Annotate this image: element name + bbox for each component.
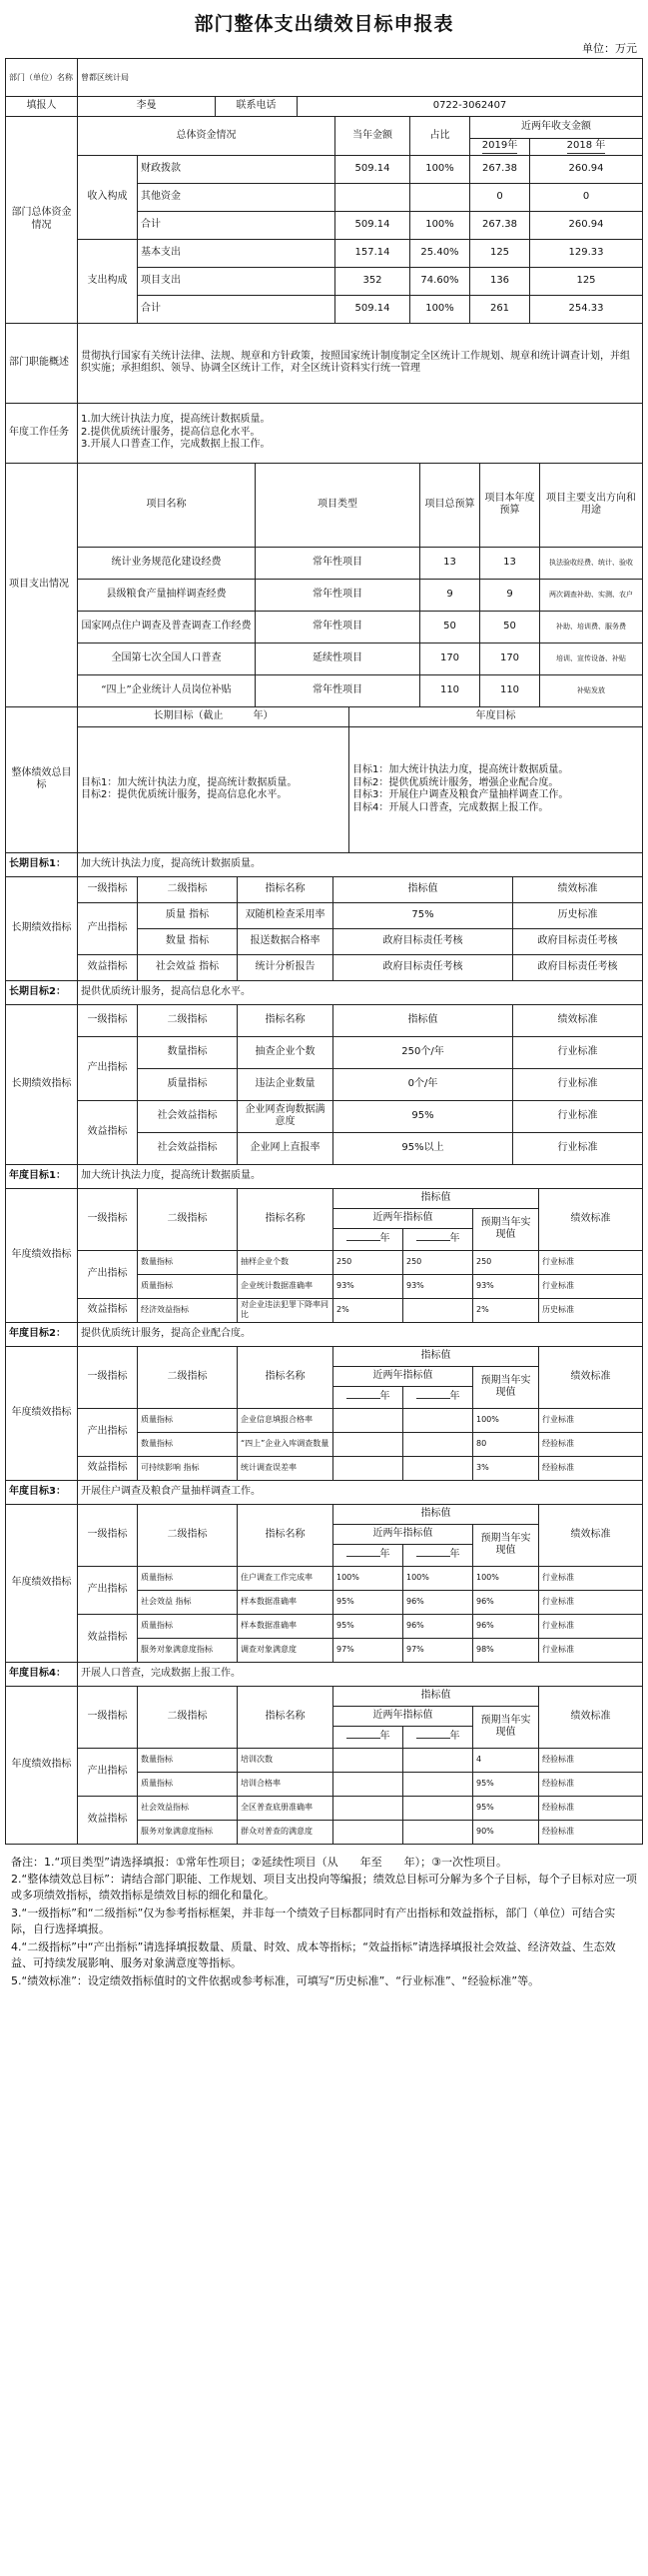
note-line: 2.“整体绩效总目标”：请结合部门职能、工作规划、项目支出投向等编报；绩效总目标可分解为多个子目标，每个子目标对应一项或多项绩效指标，绩效指标是绩效目标的细化和量化。 [11,1873,637,1903]
std-header: 绩效标准 [513,876,643,902]
expect-value: 3% [473,1456,539,1480]
recent-header: 近两年指标值 [333,1524,473,1544]
expect-value: 2% [473,1298,539,1322]
indicator-name: 企业信息填报合格率 [238,1408,333,1432]
l2-header: 二级指标 [138,1686,238,1748]
long-goal-text: 加大统计执法力度，提高统计数据质量。 [78,852,643,876]
name-header: 指标名称 [238,1686,333,1748]
funds-table [5,116,643,324]
duty-label: 部门职能概述 [6,323,78,403]
phone-label: 联系电话 [216,97,298,117]
l2-cell: 质量指标 [138,1772,238,1796]
note-line: 4.“二级指标”中“产出指标”请选择填报数量、质量、时效、成本等指标；“效益指标”请选择填报社会效益、经济效益、生态效益、可持续发展影响、服务对象满意度等指标。 [11,1940,616,1970]
l2-cell: 社会效益 指标 [138,1590,238,1614]
indicator-value: 75% [333,902,513,928]
indicator-value: 政府目标责任考核 [333,954,513,980]
expense-row-y2: 129.33 [530,239,643,267]
project-type: 常年性项目 [256,579,420,611]
l2-cell: 社会效益指标 [138,1132,238,1164]
l2-header: 二级指标 [138,1346,238,1408]
expense-row-amount: 352 [335,267,410,295]
expect-value: 98% [473,1638,539,1662]
recent-a-value [333,1432,403,1456]
funds-ratio-header: 占比 [410,117,470,156]
expense-row-amount: 157.14 [335,239,410,267]
expense-row-ratio: 100% [410,295,470,323]
indicator-name: 调查对象满意度 [238,1638,333,1662]
overall-goal-label: 整体绩效总目标 [6,706,78,852]
recent-a-value [333,1748,403,1772]
l2-header: 二级指标 [138,1504,238,1566]
income-row-amount [335,183,410,211]
recent-header: 近两年指标值 [333,1706,473,1726]
year-a-header: 年 [333,1726,403,1748]
income-row-name: 其他资金 [138,183,335,211]
recent-b-value [403,1408,473,1432]
indicator-value: 政府目标责任考核 [333,928,513,954]
indicator-std: 经验标准 [539,1456,643,1480]
l2-cell: 可持续影响 指标 [138,1456,238,1480]
project-use: 补贴发放 [540,674,643,706]
projects-current-header: 项目本年度预算 [480,463,540,547]
std-header: 绩效标准 [539,1346,643,1408]
income-row-amount: 509.14 [335,211,410,239]
task-line: 3.开展人口普查工作，完成数据上报工作。 [81,439,271,451]
projects-label: 项目支出情况 [6,463,78,706]
indicator-name: 企业网查询数据满意度 [238,1100,333,1132]
l2-cell: 质量指标 [138,1408,238,1432]
year-a-header: 年 [333,1228,403,1250]
income-row-y1: 0 [470,183,530,211]
dept-table [5,58,643,117]
year-b-header: 年 [403,1544,473,1566]
recent-b-value: 97% [403,1638,473,1662]
expect-value: 90% [473,1820,539,1844]
year-goal-text: 目标1：加大统计执法力度，提高统计数据质量。 目标2：提供优质统计服务，增强企业配合度。 目标3：开展住户调查及粮食产量抽样调查工作。 目标4：开展人口普查，完成数据上报工作。 [349,726,643,852]
project-type: 延续性项目 [256,643,420,674]
projects-use-header: 项目主要支出方向和用途 [540,463,643,547]
l2-cell: 数量指标 [138,1250,238,1274]
name-header: 指标名称 [238,1346,333,1408]
year-indicator-label: 年度绩效指标 [6,1504,78,1662]
income-label: 收入构成 [78,155,138,239]
funds-overall-header: 总体资金情况 [78,117,335,156]
task-line: 1.加大统计执法力度，提高统计数据质量。 [81,414,271,426]
recent-b-value [403,1772,473,1796]
l1-cell: 产出指标 [78,1036,138,1100]
recent-a-value: 97% [333,1638,403,1662]
name-header: 指标名称 [238,876,333,902]
project-total: 170 [420,643,480,674]
project-total: 110 [420,674,480,706]
recent-b-value [403,1432,473,1456]
filler-label: 填报人 [6,97,78,117]
project-name: 国家网点住户调查及普查调查工作经费 [78,611,256,643]
expect-header: 预期当年实现值 [473,1366,539,1408]
income-row-amount: 509.14 [335,155,410,183]
income-row-y2: 0 [530,183,643,211]
year-b-header: 年 [403,1386,473,1408]
expect-header: 预期当年实现值 [473,1706,539,1748]
recent-b-value [403,1820,473,1844]
project-current: 50 [480,611,540,643]
indicator-name: 对企业违法犯罪下降率同比 [238,1298,333,1322]
task-line: 2.提供优质统计服务，提高信息化水平。 [81,426,261,438]
l2-cell: 数量指标 [138,1432,238,1456]
l1-cell: 效益指标 [78,1298,138,1322]
projects-name-header: 项目名称 [78,463,256,547]
l2-cell: 质量指标 [138,1566,238,1590]
expect-value: 250 [473,1250,539,1274]
recent-header: 近两年指标值 [333,1366,473,1386]
l1-cell: 效益指标 [78,1614,138,1662]
funds-current-header: 当年金额 [335,117,410,156]
indicator-name: 抽查企业个数 [238,1036,333,1068]
indicator-std: 行业标准 [539,1566,643,1590]
value-header: 指标值 [333,1686,539,1706]
indicator-name: 双随机检查采用率 [238,902,333,928]
year-b-header: 年 [403,1726,473,1748]
recent-a-value: 250 [333,1250,403,1274]
project-total: 9 [420,579,480,611]
indicator-name: 全区普查底册准确率 [238,1796,333,1820]
phone-value: 0722-3062407 [298,97,643,117]
expect-header: 预期当年实现值 [473,1208,539,1250]
funds-recent-header: 近两年收支金额 [470,117,643,139]
project-current: 9 [480,579,540,611]
expect-value: 95% [473,1796,539,1820]
income-row-name: 财政拨款 [138,155,335,183]
project-use: 培训、宣传设备、补贴 [540,643,643,674]
std-header: 绩效标准 [539,1686,643,1748]
indicator-name: 统计分析报告 [238,954,333,980]
year-goal-text: 加大统计执法力度，提高统计数据质量。 [78,1164,643,1188]
income-row-ratio [410,183,470,211]
year-goal-label: 年度目标1： [6,1164,78,1188]
indicator-value: 0个/年 [333,1068,513,1100]
project-use: 补助、培训费、服务费 [540,611,643,643]
expense-row-ratio: 25.40% [410,239,470,267]
l1-cell: 产出指标 [78,902,138,954]
recent-a-value [333,1796,403,1820]
note-line: 备注：1.“项目类型”请选择填报：①常年性项目；②延续性项目（从 年至 年）；③一次性项目。 [11,1855,507,1869]
note-line: 5.“绩效标准”：设定绩效指标值时的文件依据或参考标准，可填写“历史标准”、“行业标准”、“经验标准”等。 [11,1974,540,1988]
indicator-std: 经验标准 [539,1748,643,1772]
indicator-std: 政府目标责任考核 [513,928,643,954]
project-name: 县级粮食产量抽样调查经费 [78,579,256,611]
recent-b-value: 100% [403,1566,473,1590]
project-type: 常年性项目 [256,547,420,579]
indicator-std: 行业标准 [513,1068,643,1100]
indicator-value: 95%以上 [333,1132,513,1164]
indicator-std: 历史标准 [513,902,643,928]
project-current: 13 [480,547,540,579]
expect-header: 预期当年实现值 [473,1524,539,1566]
l1-header: 一级指标 [78,1686,138,1748]
l2-cell: 经济效益指标 [138,1298,238,1322]
long-indicator-label: 长期绩效指标 [6,876,78,980]
recent-a-value: 95% [333,1590,403,1614]
indicator-std: 经验标准 [539,1772,643,1796]
income-row-y1: 267.38 [470,211,530,239]
year-goal-label: 年度目标3： [6,1480,78,1504]
year-indicator-label: 年度绩效指标 [6,1346,78,1480]
expense-row-y2: 254.33 [530,295,643,323]
funds-year1-header: 2019年 [470,139,530,156]
year-a-header: 年 [333,1544,403,1566]
indicator-std: 历史标准 [539,1298,643,1322]
l1-header: 一级指标 [78,1504,138,1566]
expense-row-y1: 261 [470,295,530,323]
project-current: 110 [480,674,540,706]
project-total: 50 [420,611,480,643]
indicator-std: 行业标准 [513,1036,643,1068]
long-goal-label: 长期目标1： [6,852,78,876]
indicator-std: 行业标准 [539,1614,643,1638]
l2-cell: 社会效益 指标 [138,954,238,980]
year-indicator-label: 年度绩效指标 [6,1686,78,1844]
projects-type-header: 项目类型 [256,463,420,547]
l1-cell: 效益指标 [78,1456,138,1480]
indicator-std: 经验标准 [539,1796,643,1820]
long-goal-text: 提供优质统计服务，提高信息化水平。 [78,980,643,1004]
indicator-name: 样本数据准确率 [238,1614,333,1638]
l1-header: 一级指标 [78,1188,138,1250]
indicator-value: 250个/年 [333,1036,513,1068]
project-name: “四上”企业统计人员岗位补贴 [78,674,256,706]
indicator-std: 行业标准 [539,1638,643,1662]
year-goal-text: 提供优质统计服务，提高企业配合度。 [78,1322,643,1346]
indicator-name: 企业网上直报率 [238,1132,333,1164]
value-header: 指标值 [333,1346,539,1366]
l1-cell: 产出指标 [78,1566,138,1614]
l1-cell: 产出指标 [78,1748,138,1796]
funds-section-label: 部门总体资金情况 [6,117,78,324]
expense-label: 支出构成 [78,239,138,323]
name-header: 指标名称 [238,1504,333,1566]
tasks-label: 年度工作任务 [6,403,78,463]
expense-row-name: 合计 [138,295,335,323]
note-line: 3.“一级指标”和“二级指标”仅为参考指标框架，并非每一个绩效子目标都同时有产出指标和效益指标，部门（单位）可结合实际，自行选择填报。 [11,1907,616,1936]
indicator-name: 培训合格率 [238,1772,333,1796]
expense-row-y1: 136 [470,267,530,295]
expense-row-amount: 509.14 [335,295,410,323]
year-goal-table [5,1662,643,1845]
project-name: 全国第七次全国人口普查 [78,643,256,674]
projects-total-header: 项目总预算 [420,463,480,547]
expense-row-name: 基本支出 [138,239,335,267]
l1-header: 一级指标 [78,1346,138,1408]
expect-value: 95% [473,1772,539,1796]
income-row-y2: 260.94 [530,155,643,183]
page-title: 部门整体支出绩效目标申报表 [194,13,454,35]
indicator-name: 违法企业数量 [238,1068,333,1100]
recent-a-value [333,1408,403,1432]
expect-value: 93% [473,1274,539,1298]
long-goal-label: 长期目标2： [6,980,78,1004]
l2-cell: 质量 指标 [138,902,238,928]
income-row-y2: 260.94 [530,211,643,239]
duty-text: 贯彻执行国家有关统计法律、法规、规章和方针政策，按照国家统计制度制定全区统计工作规划、规章和统计调查计划，并组织实施；承担组织、领导、协调全区统计工作，对全区统计资料实行统一管理 [78,323,643,403]
indicator-name: 企业统计数据准确率 [238,1274,333,1298]
recent-a-value [333,1772,403,1796]
expect-value: 4 [473,1748,539,1772]
project-use: 执法验收经费、统计、验收 [540,547,643,579]
income-row-y1: 267.38 [470,155,530,183]
overall-goal-table [5,706,643,853]
l2-header: 二级指标 [138,1004,238,1036]
l1-header: 一级指标 [78,876,138,902]
l1-cell: 效益指标 [78,1100,138,1164]
l2-header: 二级指标 [138,876,238,902]
year-goal-header: 年度目标 [349,706,643,726]
recent-b-value [403,1748,473,1772]
dept-name-value: 曾都区统计局 [78,59,643,97]
value-header: 指标值 [333,876,513,902]
year-a-header: 年 [333,1386,403,1408]
year-goal-label: 年度目标2： [6,1322,78,1346]
long-goal-2-table [5,980,643,1165]
l2-cell: 数量 指标 [138,928,238,954]
project-use: 两次调查补助、实测、农户 [540,579,643,611]
std-header: 绩效标准 [539,1188,643,1250]
recent-a-value: 100% [333,1566,403,1590]
indicator-name: 住户调查工作完成率 [238,1566,333,1590]
year-indicator-label: 年度绩效指标 [6,1188,78,1322]
l2-cell: 数量指标 [138,1748,238,1772]
indicator-std: 行业标准 [539,1250,643,1274]
indicator-value: 95% [333,1100,513,1132]
l1-cell: 效益指标 [78,954,138,980]
indicator-name: 群众对普查的满意度 [238,1820,333,1844]
recent-a-value: 93% [333,1274,403,1298]
indicator-std: 行业标准 [539,1408,643,1432]
recent-a-value: 2% [333,1298,403,1322]
l2-cell: 社会效益指标 [138,1796,238,1820]
year-goal-label: 年度目标4： [6,1662,78,1686]
l1-cell: 效益指标 [78,1796,138,1844]
recent-b-value: 93% [403,1274,473,1298]
expect-value: 100% [473,1408,539,1432]
indicator-std: 经验标准 [539,1432,643,1456]
l2-header: 二级指标 [138,1188,238,1250]
recent-b-value: 96% [403,1590,473,1614]
funds-year2-header: 2018 年 [530,139,643,156]
project-type: 常年性项目 [256,611,420,643]
duty-table [5,323,643,464]
name-header: 指标名称 [238,1188,333,1250]
indicator-name: 培训次数 [238,1748,333,1772]
l2-cell: 质量指标 [138,1274,238,1298]
expense-row-y2: 125 [530,267,643,295]
year-goal-text: 开展人口普查，完成数据上报工作。 [78,1662,643,1686]
expect-value: 80 [473,1432,539,1456]
notes [5,1845,643,1990]
indicator-std: 政府目标责任考核 [513,954,643,980]
l1-header: 一级指标 [78,1004,138,1036]
filler-value: 李曼 [78,97,216,117]
indicator-std: 行业标准 [539,1590,643,1614]
unit-label: 单位：万元 [582,42,637,55]
expense-row-y1: 125 [470,239,530,267]
expect-value: 100% [473,1566,539,1590]
project-current: 170 [480,643,540,674]
l2-cell: 服务对象满意度指标 [138,1638,238,1662]
year-goals [5,1164,643,1845]
l2-cell: 社会效益指标 [138,1100,238,1132]
indicator-name: 抽样企业个数 [238,1250,333,1274]
value-header: 指标值 [333,1188,539,1208]
project-name: 统计业务规范化建设经费 [78,547,256,579]
long-goal-header: 长期目标（截止 年） [78,706,349,726]
tasks-text [78,403,643,463]
recent-a-value [333,1456,403,1480]
long-goal-1-table [5,852,643,981]
indicator-name: 报送数据合格率 [238,928,333,954]
value-header: 指标值 [333,1504,539,1524]
l1-cell: 产出指标 [78,1250,138,1298]
indicator-std: 经验标准 [539,1820,643,1844]
year-goal-table [5,1322,643,1481]
l1-cell: 产出指标 [78,1408,138,1456]
l2-cell: 质量指标 [138,1068,238,1100]
indicator-std: 行业标准 [513,1100,643,1132]
indicator-std: 行业标准 [513,1132,643,1164]
l2-cell: 服务对象满意度指标 [138,1820,238,1844]
year-goal-table [5,1480,643,1663]
std-header: 绩效标准 [513,1004,643,1036]
indicator-std: 行业标准 [539,1274,643,1298]
year-goal-text: 开展住户调查及粮食产量抽样调查工作。 [78,1480,643,1504]
recent-header: 近两年指标值 [333,1208,473,1228]
std-header: 绩效标准 [539,1504,643,1566]
year-goal-table [5,1164,643,1323]
l2-cell: 数量指标 [138,1036,238,1068]
expect-value: 96% [473,1590,539,1614]
expense-row-name: 项目支出 [138,267,335,295]
indicator-name: 样本数据准确率 [238,1590,333,1614]
l2-cell: 质量指标 [138,1614,238,1638]
recent-a-value [333,1820,403,1844]
long-indicator-label: 长期绩效指标 [6,1004,78,1164]
expense-row-ratio: 74.60% [410,267,470,295]
income-row-name: 合计 [138,211,335,239]
indicator-name: “四上”企业入库调查数量 [238,1432,333,1456]
name-header: 指标名称 [238,1004,333,1036]
recent-b-value [403,1796,473,1820]
indicator-name: 统计调查误差率 [238,1456,333,1480]
project-total: 13 [420,547,480,579]
project-type: 常年性项目 [256,674,420,706]
projects-table [5,463,643,707]
dept-name-label: 部门（单位）名称 [6,59,78,97]
income-row-ratio: 100% [410,211,470,239]
long-goal-text: 目标1：加大统计执法力度，提高统计数据质量。 目标2：提供优质统计服务，提高信息化水平。 [78,726,349,852]
recent-b-value: 250 [403,1250,473,1274]
recent-b-value [403,1298,473,1322]
income-row-ratio: 100% [410,155,470,183]
recent-b-value: 96% [403,1614,473,1638]
recent-a-value: 95% [333,1614,403,1638]
recent-b-value [403,1456,473,1480]
expect-value: 96% [473,1614,539,1638]
value-header: 指标值 [333,1004,513,1036]
year-b-header: 年 [403,1228,473,1250]
